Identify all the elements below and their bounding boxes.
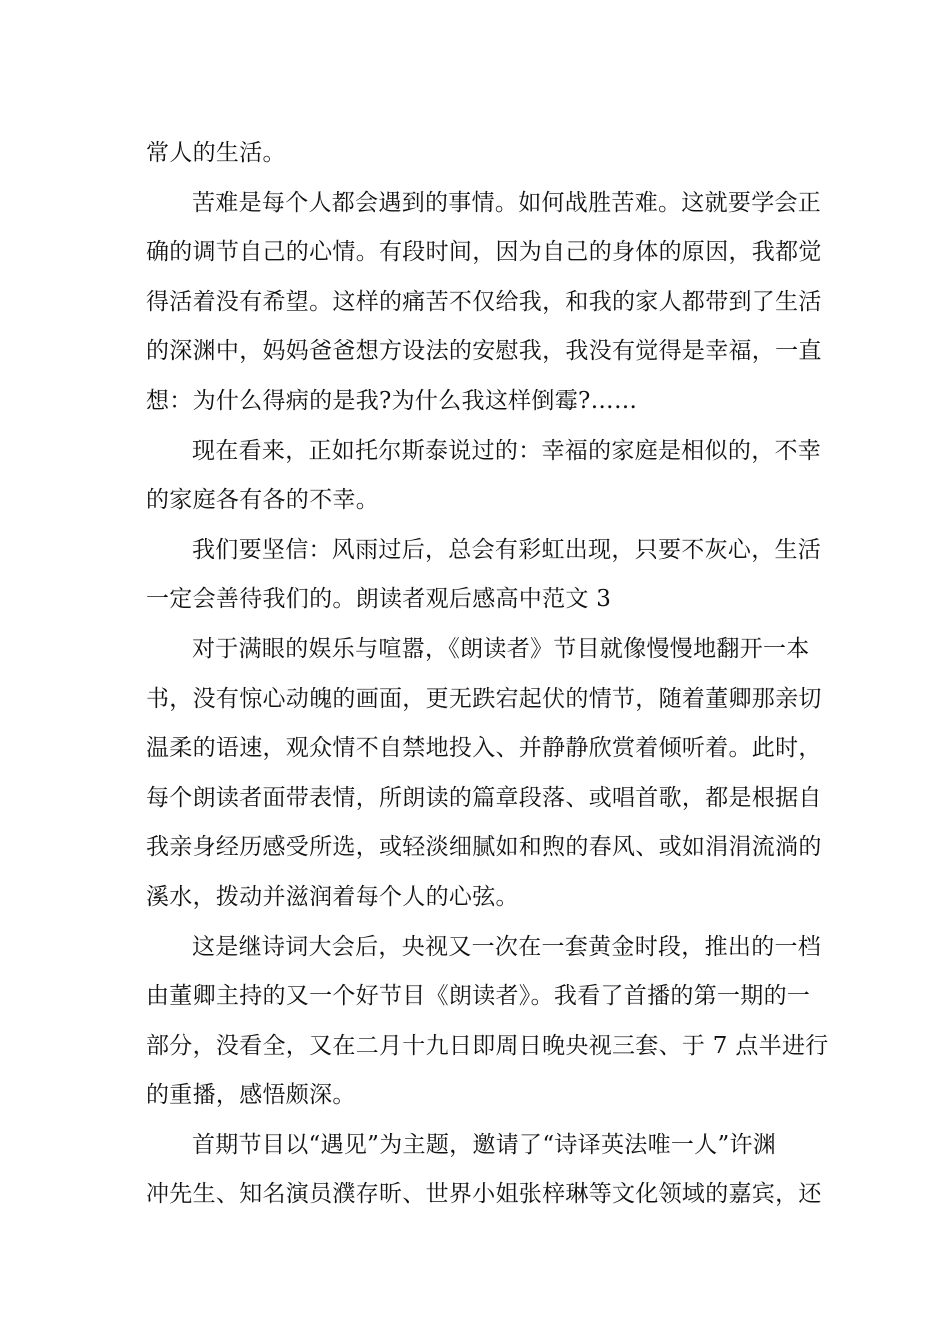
paragraph xyxy=(146,923,829,1121)
text-line: 常人的生活。 xyxy=(146,140,286,166)
text-line: 一定会善待我们的。朗读者观后感高中范文 3 xyxy=(146,586,612,613)
text-line: 我亲身经历感受所选，或轻淡细腻如和煦的春风、或如涓涓流淌的 xyxy=(146,834,822,861)
document-body xyxy=(146,129,829,1220)
paragraph xyxy=(146,427,822,526)
text-line: 每个朗读者面带表情，所朗读的篇章段落、或唱首歌，都是根据自 xyxy=(146,784,822,811)
text-line: 书，没有惊心动魄的画面，更无跌宕起伏的情节，随着董卿那亲切 xyxy=(146,685,822,712)
paragraph xyxy=(146,179,822,427)
text-line: 由董卿主持的又一个好节目《朗读者》。我看了首播的第一期的一 xyxy=(146,983,811,1010)
text-line: 想：为什么得病的是我?为什么我这样倒霉?…… xyxy=(146,387,638,414)
text-line: 这是继诗词大会后，央视又一次在一套黄金时段，推出的一档 xyxy=(192,933,822,960)
paragraph xyxy=(146,129,808,179)
text-line: 苦难是每个人都会遇到的事情。如何战胜苦难。这就要学会正 xyxy=(192,189,822,216)
paragraph xyxy=(146,1121,822,1220)
text-line: 现在看来，正如托尔斯泰说过的：幸福的家庭是相似的，不幸 xyxy=(192,437,822,464)
text-line: 部分，没看全，又在二月十九日即周日晚央视三套、于 7 点半进行 xyxy=(146,1032,829,1059)
text-line: 的家庭各有各的不幸。 xyxy=(146,487,379,514)
text-line: 首期节目以“遇见”为主题，邀请了“诗译英法唯一人”许渊 xyxy=(192,1131,777,1158)
text-line: 我们要坚信：风雨过后，总会有彩虹出现，只要不灰心，生活 xyxy=(192,536,822,563)
text-line: 溪水，拨动并滋润着每个人的心弦。 xyxy=(146,883,519,910)
text-line: 的深渊中，妈妈爸爸想方设法的安慰我，我没有觉得是幸福，一直 xyxy=(146,338,822,365)
text-line: 对于满眼的娱乐与喧嚣，《朗读者》节目就像慢慢地翻开一本 xyxy=(192,635,810,662)
text-line: 的重播，感悟颇深。 xyxy=(146,1082,356,1109)
paragraph xyxy=(146,625,822,923)
text-line: 温柔的语速，观众情不自禁地投入、并静静欣赏着倾听着。此时， xyxy=(146,735,822,762)
text-line: 确的调节自己的心情。有段时间，因为自己的身体的原因，我都觉 xyxy=(146,239,822,266)
text-line: 冲先生、知名演员濮存昕、世界小姐张梓琳等文化领域的嘉宾，还 xyxy=(146,1181,822,1208)
paragraph xyxy=(146,526,822,625)
text-line: 得活着没有希望。这样的痛苦不仅给我，和我的家人都带到了生活 xyxy=(146,288,822,315)
